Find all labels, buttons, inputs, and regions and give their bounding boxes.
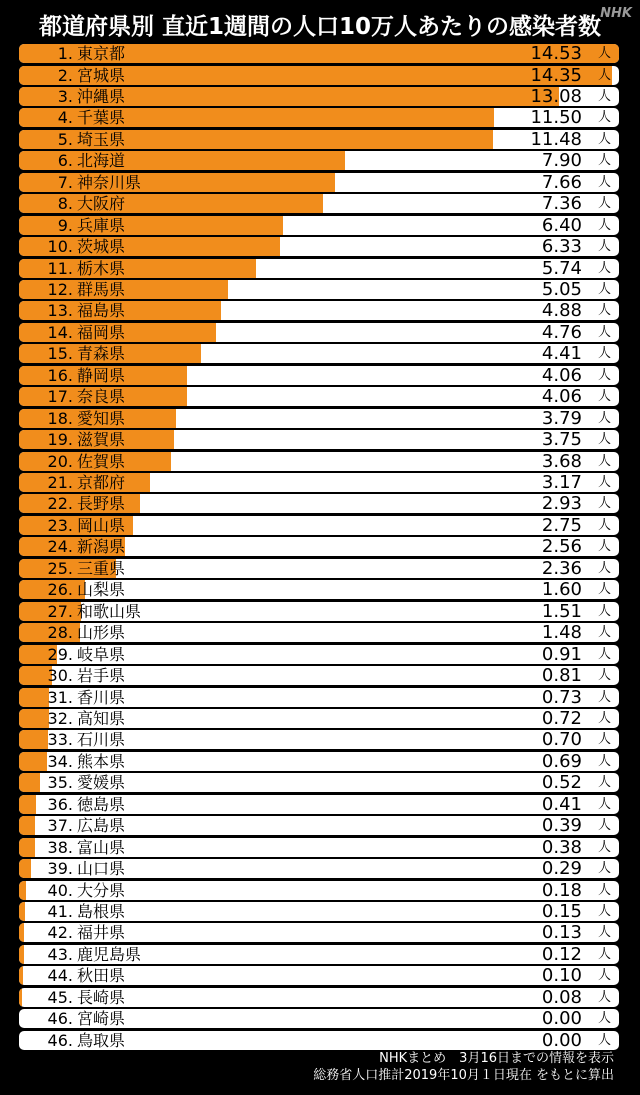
value-label: 7.66 [541, 172, 582, 192]
bar-row [19, 301, 619, 320]
prefecture-label: 青森県 [77, 344, 126, 364]
prefecture-label: 愛知県 [77, 408, 126, 428]
rank-label: 6. [57, 151, 73, 171]
unit-label: 人 [597, 153, 611, 169]
rank-label: 39. [47, 859, 73, 879]
prefecture-label: 香川県 [77, 687, 126, 707]
prefecture-label: 広島県 [77, 816, 126, 836]
bar-row [19, 881, 619, 900]
unit-label: 人 [597, 475, 611, 490]
unit-label: 人 [597, 668, 611, 683]
rank-label: 29. [47, 644, 73, 664]
rank-label: 3. [57, 86, 73, 106]
rank-label: 45. [47, 987, 73, 1007]
unit-label: 人 [597, 861, 611, 877]
bar-row [19, 923, 619, 942]
unit-label: 人 [597, 689, 611, 705]
unit-label: 人 [597, 646, 611, 662]
rank-label: 11. [47, 258, 73, 278]
value-label: 1.48 [541, 623, 582, 643]
prefecture-label: 岡山県 [77, 515, 126, 535]
rank-label: 28. [47, 623, 73, 643]
unit-label: 人 [597, 196, 611, 212]
value-label: 3.17 [541, 473, 582, 492]
bar-row [19, 688, 619, 707]
unit-label: 人 [597, 324, 611, 340]
unit-label: 人 [597, 603, 611, 619]
prefecture-label: 愛媛県 [77, 773, 126, 793]
rank-label: 42. [47, 923, 73, 943]
prefecture-label: 福島県 [77, 301, 126, 321]
unit-label: 人 [597, 732, 611, 748]
value-label: 2.75 [541, 515, 582, 535]
prefecture-label: 茨城県 [77, 237, 126, 256]
bar-row [19, 945, 619, 964]
prefecture-label: 神奈川県 [77, 172, 142, 192]
rank-label: 23. [47, 515, 73, 535]
rank-label: 24. [47, 537, 73, 557]
value-label: 0.38 [541, 837, 582, 857]
rank-label: 21. [47, 473, 73, 492]
bar-row [19, 623, 619, 642]
prefecture-label: 静岡県 [77, 365, 126, 385]
bar-row [19, 130, 619, 149]
value-label: 4.76 [541, 322, 582, 342]
rank-label: 32. [47, 708, 73, 728]
prefecture-label: 高知県 [77, 708, 126, 728]
bar-row [19, 709, 619, 728]
rank-label: 20. [47, 451, 73, 471]
prefecture-label: 島根県 [77, 902, 126, 921]
rank-label: 37. [47, 816, 73, 836]
prefecture-label: 長野県 [77, 494, 126, 514]
prefecture-label: 山形県 [77, 623, 126, 643]
bar-row [19, 559, 619, 578]
bar-row [19, 366, 619, 385]
unit-label: 人 [597, 968, 611, 984]
unit-label: 人 [597, 432, 611, 448]
unit-label: 人 [597, 560, 611, 576]
bar-row [19, 44, 619, 63]
rank-label: 9. [57, 215, 73, 235]
bar-row [19, 516, 619, 535]
prefecture-label: 富山県 [77, 837, 126, 857]
nhk-logo: NHK [600, 6, 632, 21]
prefecture-label: 石川県 [77, 730, 126, 750]
value-label: 5.05 [541, 279, 582, 299]
prefecture-label: 群馬県 [77, 279, 126, 299]
bar-row [19, 988, 619, 1007]
value-label: 7.90 [541, 151, 582, 171]
value-label: 3.68 [541, 451, 582, 471]
bar-row [19, 645, 619, 664]
bar-row [19, 752, 619, 771]
rank-label: 14. [47, 322, 73, 342]
bar-row [19, 344, 619, 363]
bar-row [19, 966, 619, 985]
unit-label: 人 [597, 904, 611, 919]
value-label: 2.56 [541, 537, 582, 557]
bar-row [19, 430, 619, 449]
value-label: 2.93 [541, 494, 582, 514]
unit-label: 人 [597, 517, 611, 533]
value-label: 3.79 [541, 408, 582, 428]
bar-row [19, 280, 619, 299]
value-label: 6.40 [541, 215, 582, 235]
value-label: 4.06 [541, 365, 582, 385]
rank-label: 5. [57, 129, 73, 149]
unit-label: 人 [597, 281, 611, 297]
bar-row [19, 259, 619, 278]
unit-label: 人 [597, 303, 611, 319]
unit-label: 人 [597, 67, 611, 83]
bar-row [19, 1009, 619, 1028]
value-label: 4.06 [541, 387, 582, 407]
unit-label: 人 [597, 839, 611, 855]
prefecture-label: 滋賀県 [77, 430, 126, 450]
rank-label: 30. [47, 666, 73, 685]
bar-row [19, 494, 619, 513]
rank-label: 33. [47, 730, 73, 750]
prefecture-label: 鹿児島県 [77, 944, 142, 964]
unit-label: 人 [597, 625, 611, 641]
unit-label: 人 [597, 410, 611, 426]
prefecture-label: 三重県 [77, 558, 126, 578]
bar-row [19, 108, 619, 127]
prefecture-label: 山口県 [77, 859, 126, 879]
rank-label: 17. [47, 387, 73, 407]
prefecture-label: 秋田県 [77, 966, 126, 986]
bar-row [19, 580, 619, 599]
bar-row [19, 323, 619, 342]
value-label: 0.70 [541, 730, 582, 750]
bar-row [19, 773, 619, 792]
footer-source: NHKまとめ 3月16日までの情報を表示 [379, 1051, 614, 1066]
unit-label: 人 [597, 496, 611, 512]
prefecture-label: 鳥取県 [77, 1030, 126, 1050]
bar-row [19, 537, 619, 556]
rank-label: 13. [47, 301, 73, 321]
value-label: 0.72 [541, 708, 582, 728]
rank-label: 19. [47, 430, 73, 450]
rank-label: 46. [47, 1009, 73, 1029]
rank-label: 18. [47, 408, 73, 428]
value-label: 14.35 [530, 65, 582, 85]
value-label: 2.36 [541, 558, 582, 578]
unit-label: 人 [597, 174, 611, 190]
prefecture-label: 千葉県 [77, 108, 126, 128]
unit-label: 人 [597, 989, 611, 1005]
prefecture-label: 奈良県 [77, 387, 126, 407]
prefecture-label: 大分県 [77, 880, 126, 900]
value-label: 0.10 [541, 966, 582, 986]
bar-row [19, 151, 619, 170]
unit-label: 人 [597, 131, 611, 147]
bar-row [19, 666, 619, 685]
unit-label: 人 [597, 925, 611, 941]
value-label: 0.13 [541, 923, 582, 943]
unit-label: 人 [597, 582, 611, 598]
prefecture-label: 佐賀県 [77, 451, 126, 471]
bar-row [19, 859, 619, 878]
unit-label: 人 [597, 710, 611, 726]
rank-label: 22. [47, 494, 73, 514]
rank-label: 40. [47, 880, 73, 900]
value-label: 0.39 [541, 816, 582, 836]
rank-label: 16. [47, 365, 73, 385]
unit-label: 人 [597, 346, 611, 362]
value-label: 11.48 [530, 129, 582, 149]
rank-label: 4. [57, 108, 73, 128]
prefecture-label: 徳島県 [77, 794, 126, 814]
unit-label: 人 [597, 239, 611, 254]
prefecture-label: 長崎県 [77, 987, 126, 1007]
bar-row [19, 902, 619, 921]
bar-row [19, 194, 619, 213]
value-label: 0.08 [541, 987, 582, 1007]
rank-label: 38. [47, 837, 73, 857]
rank-label: 8. [57, 194, 73, 214]
unit-label: 人 [597, 367, 611, 383]
value-label: 0.29 [541, 859, 582, 879]
unit-label: 人 [597, 46, 611, 61]
rank-label: 31. [47, 687, 73, 707]
value-label: 1.51 [541, 601, 582, 621]
rank-label: 10. [47, 237, 73, 256]
unit-label: 人 [597, 389, 611, 405]
unit-label: 人 [597, 796, 611, 812]
unit-label: 人 [597, 946, 611, 962]
prefecture-label: 福岡県 [77, 322, 126, 342]
unit-label: 人 [597, 753, 611, 769]
bar-row [19, 795, 619, 814]
value-label: 0.91 [541, 644, 582, 664]
bar-row [19, 452, 619, 471]
value-label: 0.73 [541, 687, 582, 707]
bar-row [19, 409, 619, 428]
value-label: 5.74 [541, 258, 582, 278]
prefecture-label: 和歌山県 [77, 601, 142, 621]
rank-label: 36. [47, 794, 73, 814]
unit-label: 人 [597, 818, 611, 834]
unit-label: 人 [597, 775, 611, 791]
bar-row [19, 237, 619, 256]
unit-label: 人 [597, 110, 611, 126]
rank-label: 27. [47, 601, 73, 621]
value-label: 13.08 [530, 86, 582, 106]
unit-label: 人 [597, 1011, 611, 1027]
unit-label: 人 [597, 217, 611, 233]
prefecture-label: 宮城県 [77, 65, 126, 85]
prefecture-label: 京都府 [77, 473, 126, 492]
unit-label: 人 [597, 88, 611, 104]
value-label: 0.41 [541, 794, 582, 814]
unit-label: 人 [597, 453, 611, 469]
bar-row [19, 602, 619, 621]
unit-label: 人 [597, 1032, 611, 1048]
value-label: 7.36 [541, 194, 582, 214]
rank-label: 46. [47, 1030, 73, 1050]
rank-label: 34. [47, 751, 73, 771]
rank-label: 1. [57, 44, 73, 63]
prefecture-label: 宮崎県 [77, 1009, 126, 1029]
bar-row [19, 173, 619, 192]
bar-row [19, 66, 619, 85]
value-label: 0.15 [541, 902, 582, 921]
value-label: 0.18 [541, 880, 582, 900]
prefecture-label: 埼玉県 [77, 129, 126, 149]
rank-label: 12. [47, 279, 73, 299]
unit-label: 人 [597, 882, 611, 898]
prefecture-label: 新潟県 [77, 537, 126, 557]
value-label: 0.52 [541, 773, 582, 793]
value-label: 0.00 [541, 1030, 582, 1050]
footer-note: 総務省人口推計2019年10月１日現在 をもとに算出 [313, 1068, 614, 1083]
value-label: 0.00 [541, 1009, 582, 1029]
unit-label: 人 [597, 260, 611, 276]
bar-row [19, 387, 619, 406]
bar-row [19, 87, 619, 106]
unit-label: 人 [597, 539, 611, 555]
prefecture-label: 栃木県 [77, 258, 126, 278]
value-label: 0.81 [541, 666, 582, 685]
prefecture-label: 兵庫県 [77, 215, 126, 235]
bar-row [19, 216, 619, 235]
value-label: 14.53 [530, 44, 582, 63]
rank-label: 43. [47, 944, 73, 964]
prefecture-label: 北海道 [77, 151, 126, 171]
value-label: 0.12 [541, 944, 582, 964]
prefecture-label: 福井県 [77, 923, 126, 943]
rank-label: 15. [47, 344, 73, 364]
bar-row [19, 730, 619, 749]
prefecture-label: 東京都 [77, 44, 126, 63]
value-label: 3.75 [541, 430, 582, 450]
prefecture-label: 岐阜県 [77, 644, 126, 664]
rank-label: 2. [57, 65, 73, 85]
rank-label: 35. [47, 773, 73, 793]
rank-label: 7. [57, 172, 73, 192]
rank-label: 26. [47, 580, 73, 600]
value-label: 1.60 [541, 580, 582, 600]
chart-title: 都道府県別 直近1週間の人口10万人あたりの感染者数 [38, 14, 602, 40]
rank-label: 44. [47, 966, 73, 986]
value-label: 4.41 [541, 344, 582, 364]
value-label: 0.69 [541, 751, 582, 771]
prefecture-label: 大阪府 [77, 194, 126, 214]
bar-row [19, 473, 619, 492]
bar-row [19, 816, 619, 835]
bar-row [19, 838, 619, 857]
prefecture-label: 岩手県 [77, 666, 126, 685]
value-label: 11.50 [530, 108, 582, 128]
prefecture-label: 沖縄県 [77, 86, 126, 106]
rank-label: 41. [47, 902, 73, 921]
value-label: 4.88 [541, 301, 582, 321]
value-label: 6.33 [541, 237, 582, 256]
prefecture-label: 山梨県 [77, 580, 126, 600]
prefecture-label: 熊本県 [77, 751, 126, 771]
rank-label: 25. [47, 558, 73, 578]
